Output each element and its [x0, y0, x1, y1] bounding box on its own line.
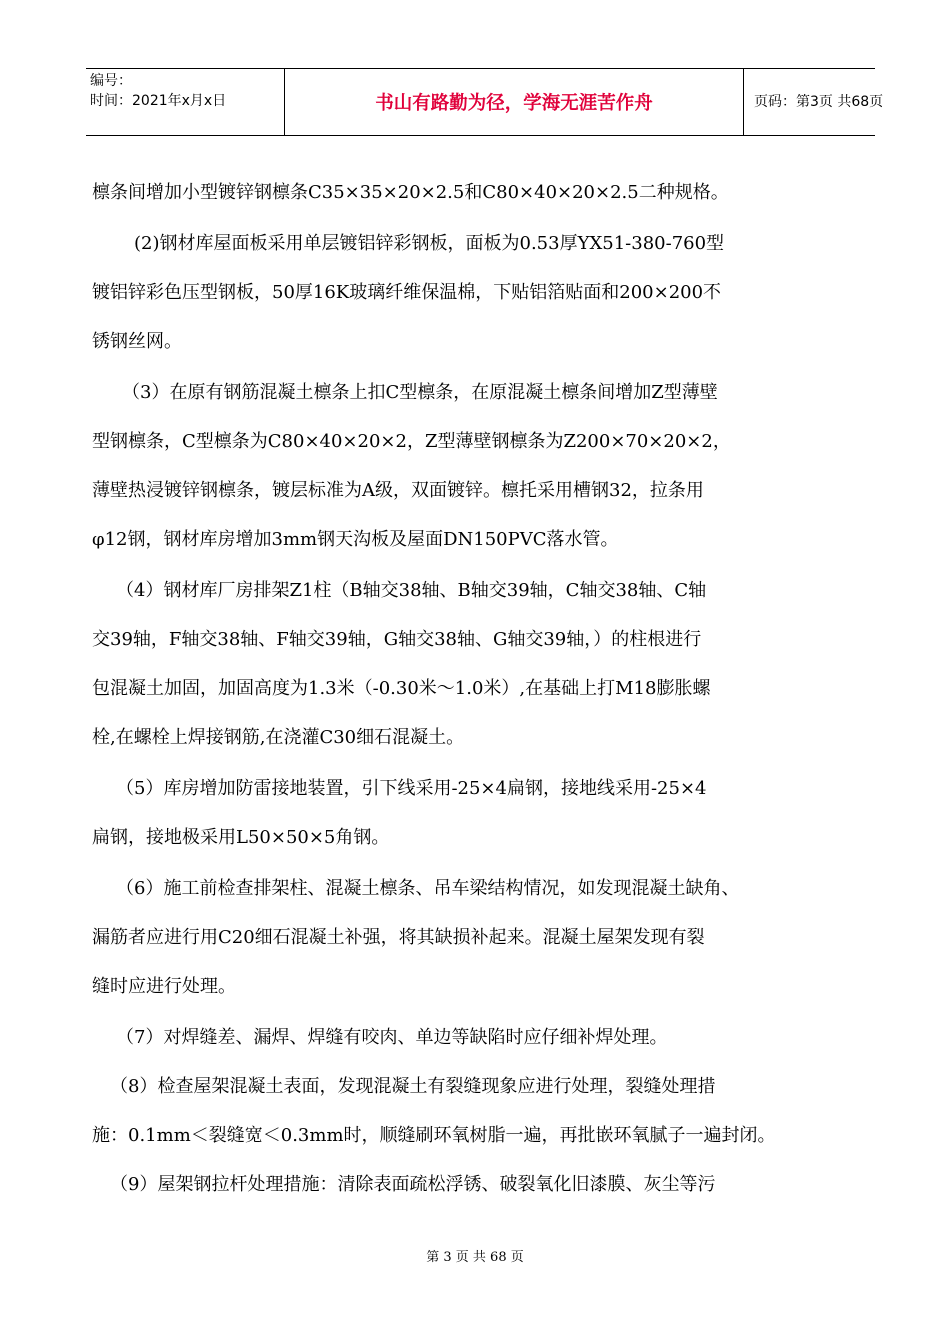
page-header: [86, 68, 884, 136]
body-line: （9）屋架钢拉杆处理措施：清除表面疏松浮锈、破裂氧化旧漆膜、灰尘等污: [110, 1174, 716, 1195]
time-label: 时间：2021年x月x日: [90, 93, 227, 109]
number-label: 编号：: [90, 73, 132, 89]
body-line: 漏筋者应进行用C20细石混凝土补强，将其缺损补起来。混凝土屋架发现有裂: [92, 927, 705, 948]
body-line: 镀铝锌彩色压型钢板，50厚16K玻璃纤维保温棉，下贴铝箔贴面和200×200不: [92, 282, 722, 303]
body-line: （6）施工前检查排架柱、混凝土檩条、吊车梁结构情况，如发现混凝土缺角、: [116, 878, 740, 899]
header-page-cell: [744, 69, 884, 135]
body-line: 施：0.1mm＜裂缝宽＜0.3mm时，顺缝刷环氧树脂一遍，再批嵌环氧腻子一遍封闭。: [92, 1125, 776, 1146]
body-line: （7）对焊缝差、漏焊、焊缝有咬肉、单边等缺陷时应仔细补焊处理。: [116, 1027, 668, 1048]
body-line: 栓,在螺栓上焊接钢筋,在浇灌C30细石混凝土。: [92, 727, 465, 748]
page-label: 页码：第3页 共68页: [754, 94, 884, 110]
body-line: (2)钢材库屋面板采用单层镀铝锌彩钢板，面板为0.53厚YX51-380-760型: [134, 233, 725, 254]
motto-text: 书山有路勤为径，学海无涯苦作舟: [375, 93, 653, 114]
body-line: 扁钢，接地极采用L50×50×5角钢。: [92, 827, 390, 848]
body-line: 檩条间增加小型镀锌钢檩条C35×35×20×2.5和C80×40×20×2.5二种规格。: [92, 182, 729, 203]
body-line: （3）在原有钢筋混凝土檩条上扣C型檩条，在原混凝土檩条间增加Z型薄壁: [122, 382, 718, 403]
body-line: 型钢檩条，C型檩条为C80×40×20×2，Z型薄壁钢檩条为Z200×70×20×2，: [92, 431, 731, 452]
body-line: （5）库房增加防雷接地装置，引下线采用-25×4扁钢，接地线采用-25×4: [116, 778, 707, 799]
body-line: 锈钢丝网。: [92, 331, 182, 352]
header-info-cell: [86, 69, 284, 135]
body-line: 包混凝土加固，加固高度为1.3米（-0.30米～1.0米）,在基础上打M18膨胀螺: [92, 678, 711, 699]
body-line: φ12钢，钢材库房增加3mm钢天沟板及屋面DN150PVC落水管。: [92, 529, 619, 550]
header-motto-cell: [284, 69, 744, 135]
body-line: （4）钢材库厂房排架Z1柱（B轴交38轴、B轴交39轴，C轴交38轴、C轴: [116, 580, 707, 601]
body-line: 薄壁热浸镀锌钢檩条，镀层标准为A级，双面镀锌。檩托采用槽钢32，拉条用: [92, 480, 704, 501]
body-line: 交39轴，F轴交38轴、F轴交39轴，G轴交38轴、G轴交39轴，）的柱根进行: [92, 629, 702, 650]
body-line: （8）检查屋架混凝土表面，发现混凝土有裂缝现象应进行处理，裂缝处理措: [110, 1076, 716, 1097]
document-body: [92, 168, 872, 1209]
page-footer: 第 3 页 共 68 页: [426, 1250, 524, 1265]
body-line: 缝时应进行处理。: [92, 976, 236, 997]
